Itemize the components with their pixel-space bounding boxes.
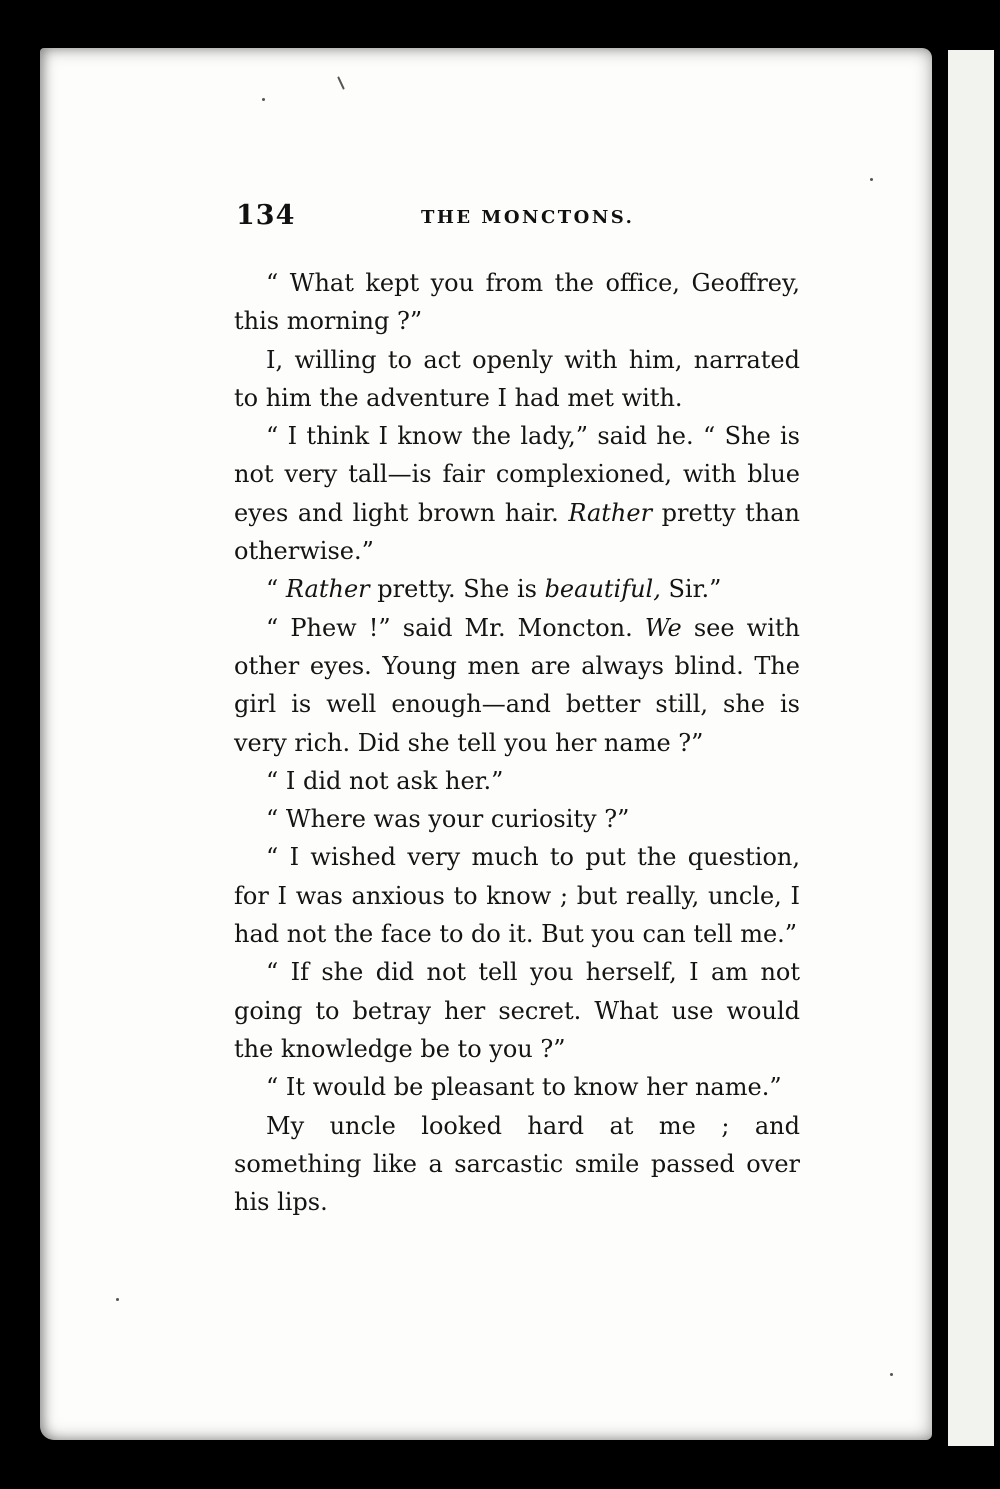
emphasis-text: Rather xyxy=(285,575,370,604)
paragraph-text: “ Where was your curiosity ?” xyxy=(266,805,630,834)
paragraph-text: “ I wished very much to put the question, for I was anxious to know ; but really, uncle, I had not the face to do it. But you can tell me.” xyxy=(234,843,800,949)
paragraph-text: Sir.” xyxy=(660,575,722,604)
paragraph xyxy=(234,341,800,418)
paragraph xyxy=(234,838,800,953)
paragraph xyxy=(234,570,800,608)
paragraph-text: see with other eyes. Young men are always blind. The girl is well enough—and better still, she is very rich. Did she tell you her name ?” xyxy=(234,613,800,757)
emphasis-text: beautiful, xyxy=(544,575,661,604)
running-head: THE MONCTONS. xyxy=(421,207,635,228)
paragraph xyxy=(234,264,800,341)
paragraph-text: My uncle looked hard at me ; and something like a sarcastic smile passed over his lips. xyxy=(234,1111,800,1217)
page-header xyxy=(236,200,800,240)
paragraph xyxy=(234,417,800,570)
paragraph xyxy=(234,800,800,838)
page-number: 134 xyxy=(236,200,296,231)
paragraph xyxy=(234,762,800,800)
paragraph-text: pretty than otherwise.” xyxy=(234,498,801,566)
speck xyxy=(337,76,345,90)
paragraph xyxy=(234,1068,800,1106)
paragraph xyxy=(234,1107,800,1222)
paragraph-text: I, willing to act openly with him, narrated to him the adventure I had met with. xyxy=(234,345,800,412)
emphasis-text: Rather xyxy=(568,498,653,527)
adjacent-page-edge xyxy=(940,50,994,1446)
paragraph-text: “ I did not ask her.” xyxy=(266,766,504,795)
paragraph-text: “ If she did not tell you herself, I am not going to betray her secret. What use would the knowledge be to you ?” xyxy=(234,958,800,1063)
paragraph-text: pretty. She is xyxy=(369,575,545,604)
paragraph-text: “ What kept you from the office, Geoffrey, this morning ?” xyxy=(234,269,800,336)
paragraph-text: “ I think I know the lady,” said he. “ She is not very tall—is fair complexioned, with blue eyes and light brown hair. xyxy=(234,422,800,527)
speck xyxy=(116,1298,119,1301)
paragraph xyxy=(234,953,800,1068)
paragraph-text: “ Phew !” said Mr. Moncton. xyxy=(266,613,645,642)
speck xyxy=(870,178,873,181)
paragraph-text: “ xyxy=(266,575,286,604)
paragraph xyxy=(234,609,800,762)
speck xyxy=(262,98,265,101)
emphasis-text: We xyxy=(644,613,682,642)
paragraph-text: “ It would be pleasant to know her name.” xyxy=(266,1073,782,1102)
speck xyxy=(890,1373,893,1376)
body-text xyxy=(234,264,800,1221)
